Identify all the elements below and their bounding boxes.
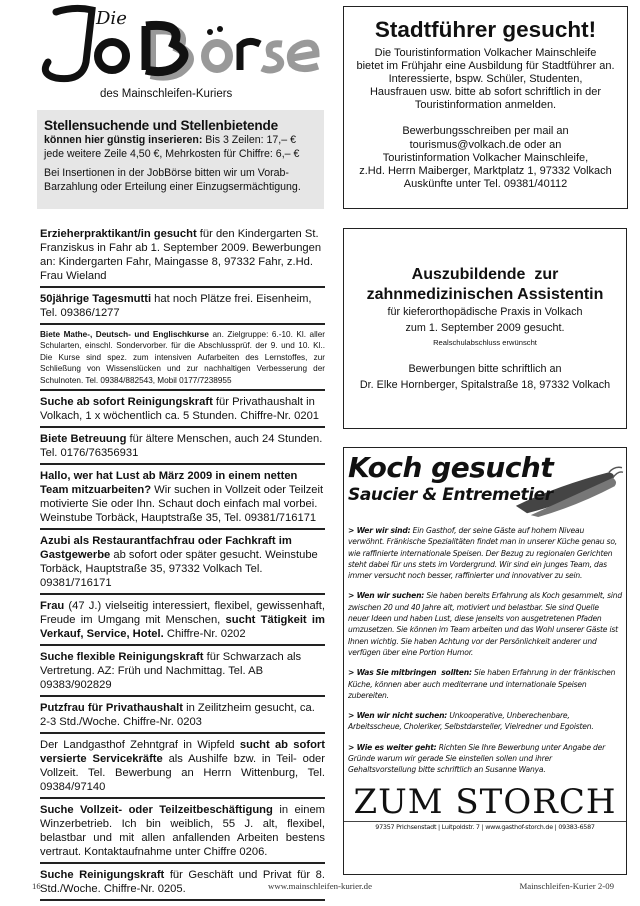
- koch-section-text: Sie haben bereits Erfahrung als Koch gesammelt, sind zwischen 20 und 40 Jahre alt, motiviert und belastbar. Sie sind Quelle neuer Ideen und haben Lust, diese jenseits von ausgetretenen Pfaden umzusetzen. Sie können im Team arbeiten und das Wohl unserer Gäste ist Ihnen wichtig. Sie haben Achtung vor der Persönlichkeit anderer und verfügen über eine Portion Humor.: [348, 591, 623, 657]
- azubi-title-2: zahnmedizinischen Assistentin: [366, 286, 604, 303]
- azubi-title-1: Auszubildende zur: [411, 266, 559, 283]
- restaurant-contact-line: 97357 Prichsenstadt | Luitpoldstr. 7 | www.gasthof-storch.de | 09383-6587: [344, 821, 626, 833]
- koch-section: [348, 590, 622, 658]
- pricing-info-box: [37, 110, 324, 209]
- ad-headline: 50jährige Tagesmutti: [40, 293, 152, 305]
- ad-body: für Privathaushalt in Volkach, 1 x wöchentlich ca. 5 Stunden. Chiffre-Nr. 0201: [40, 396, 320, 423]
- page-number: 16: [32, 881, 41, 891]
- stadtfuehrer-line: Hausfrauen usw. bitte ab sofort schriftlich in der: [369, 86, 602, 99]
- azubi-dental-ad: [343, 228, 627, 429]
- info-box-line-3: Bei Insertionen in der JobBörse bitten wir um Vorab-: [44, 167, 289, 179]
- koch-section: [348, 667, 622, 701]
- ad-headline: Putzfrau für Privathaushalt: [40, 702, 183, 715]
- classified-ad: [40, 533, 325, 595]
- classified-ad: [40, 431, 325, 465]
- ad-headline: Suche ab sofort Reinigungskraft: [40, 396, 213, 409]
- classified-ad: [40, 649, 325, 697]
- info-box-line-1-rest: Bis 3 Zeilen: 17,– €: [202, 134, 296, 146]
- ad-headline: Erzieherpraktikant/in gesucht: [40, 228, 197, 240]
- stadtfuehrer-line: bietet im Frühjahr eine Ausbildung für Stadtführer an.: [356, 60, 615, 73]
- ad-headline: Suche Reinigungskraft: [40, 869, 165, 882]
- koch-section-text: Richten Sie Ihre Bewerbung unter Angabe der Gründe warum wir gerade Sie einstellen sollen und ihrer Gehaltsvorstellung bitte schriftlich an Susanne Wanya.: [348, 742, 606, 775]
- ad-body-2: Chiffre-Nr. 0202: [163, 628, 246, 641]
- stadtfuehrer-line: Interessierte, bspw. Schüler, Studenten,: [388, 73, 583, 86]
- ad-headline-2: sucht Tätigkeit im Verkauf, Service, Hotel.: [40, 614, 325, 641]
- ad-headline: Suche Vollzeit- oder Teilzeitbeschäftigung: [40, 804, 273, 817]
- ad-headline: Biete Mathe-, Deutsch- und Englischkurse: [40, 330, 209, 339]
- classified-ad: [40, 700, 325, 734]
- stadtfuehrer-title: Stadtführer gesucht!: [374, 17, 597, 42]
- stadtfuehrer-email[interactable]: tourismus@volkach.de oder an: [409, 138, 562, 151]
- ad-body: ab sofort oder später gesucht. Weinstube Torbäck, Hauptstraße 35, 97332 Volkach Tel. 09381/716171: [40, 549, 318, 590]
- info-box-line-4: Barzahlung oder Erteilung einer Einzugsermächtigung.: [44, 180, 301, 193]
- classified-ad: [40, 737, 325, 799]
- ad-headline: Hallo, wer hat Lust ab März 2009 in einem netten Team mitzuarbeiten?: [40, 470, 298, 497]
- azubi-line: für kieferorthopädische Praxis in Volkach: [387, 306, 583, 318]
- ad-body: für Geschäft und Privat für 8. Std./Woche. Chiffre-Nr. 0205.: [40, 869, 325, 896]
- stadtfuehrer-line: z.Hd. Herrn Maiberger, Marktplatz 1, 97332 Volkach: [359, 164, 612, 177]
- koch-section-label: > Wie es weiter geht:: [348, 742, 437, 752]
- ad-intro: Der Landgasthof Zehntgraf in Wipfeld: [40, 739, 240, 752]
- footer-url[interactable]: www.mainschleifen-kurier.de: [268, 881, 372, 891]
- logo-die-text: Die: [96, 8, 127, 29]
- info-box-title: Stellensuchende und Stellenbietende: [44, 118, 278, 133]
- ad-body: an. Zielgruppe: 6.-10. Kl. aller Schularten, einschl. Sondervorber. für die Abschlussprüf. der 9. und 10. Kl.. Die Kurse sind spez. zum intensiven Aufarbeiten des Lernstoffes, zur Schließung von Wissenslücken und zur nachhaltigen Verbesserung der Schulnoten. Tel. 09384/882543, Mobil 0177/7238955: [40, 330, 325, 385]
- azubi-requirement: Realschulabschluss erwünscht: [433, 338, 537, 347]
- ad-body: für Schwarzach als Vertretung. AZ: Früh und Nachmittag. Tel. AB 09383/902829: [40, 651, 302, 692]
- ad-headline: Suche flexible Reinigungskraft: [40, 651, 204, 664]
- koch-section: [348, 525, 622, 581]
- azubi-line: Bewerbungen bitte schriftlich an: [408, 363, 562, 375]
- koch-section: [348, 742, 622, 776]
- ad-body: (47 J.) vielseitig interessiert, flexibel, gewissenhaft, Freude im Umgang mit Menschen,: [40, 600, 325, 627]
- ad-body: als Aushilfe bzw. in Teil- oder Vollzeit. Tel. Bewerbung an Herrn Wittenburg, Tel. 09384/97140: [40, 753, 325, 794]
- classified-ad: [40, 394, 325, 428]
- issue-label: Mainschleifen-Kurier 2-09: [519, 881, 614, 891]
- jobboerse-logo-graphic: [34, 4, 324, 84]
- koch-section-text: Sie haben Erfahrung in der fränkischen Küche, können aber auch mediterrane und internationale Speisen zubereiten.: [348, 668, 616, 700]
- koch-section-text: Unkooperative, Unberechenbare, Arbeitsscheue, Choleriker, Selbstdarsteller, Vielredner und Egoisten.: [348, 711, 594, 732]
- stadtfuehrer-line: Touristinformation Volkacher Mainschleife,: [382, 151, 589, 164]
- koch-section-label: > Wen wir nicht suchen:: [348, 711, 448, 721]
- ad-headline: sucht ab sofort versierte Servicekräfte: [40, 739, 325, 766]
- stadtfuehrer-line: Touristinformation anmelden.: [414, 99, 557, 112]
- logo-subtitle: des Mainschleifen-Kuriers: [100, 88, 233, 100]
- classified-ad: [40, 468, 325, 530]
- ad-body: in einem Winzerbetrieb. Ich bin weiblich, 55 J. alt, flexibel, belastbar und mit allen anfallenden Arbeiten bestens vertraut. Kontaktaufnahme unter Chiffre 0206.: [40, 804, 325, 859]
- ad-body: hat noch Plätze frei. Eisenheim, Tel. 09386/1277: [40, 293, 312, 319]
- koch-section-label: > Was Sie mitbringen sollten:: [348, 668, 472, 678]
- koch-header: [348, 451, 622, 517]
- koch-section-text: Ein Gasthof, der seine Gäste auf hohem Niveau verwöhnt. Fränkische Spezialitäten findet man in unserer Küche genau so, wie raffinierte internationale Speisen. Der Bezug zu regionalen Gerichten steht dabei für uns stets im Vordergrund. Wir sind ein junges Team, das immer versucht noch besser, raffinierter und innovativer zu sein.: [348, 526, 617, 581]
- classified-ad: [40, 226, 325, 288]
- ad-body: für ältere Menschen, auch 24 Stunden. Tel. 0176/76356931: [40, 433, 323, 460]
- info-box-line-1: [44, 134, 317, 148]
- jobboerse-logo: [34, 4, 324, 104]
- koch-section: [348, 710, 622, 733]
- azubi-contact: Dr. Elke Hornberger, Spitalstraße 18, 97332 Volkach: [359, 378, 611, 391]
- ad-headline: Azubi als Restaurantfachfrau oder Fachkraft im Gastgewerbe: [40, 535, 292, 562]
- ad-body: Wir suchen in Vollzeit oder Teilzeit motivierte Sie oder Ihn. Schaut doch einfach mal vorbei. Weinstube Torbäck, Hauptstraße 35, Tel. 09381/716171: [40, 484, 324, 525]
- stadtfuehrer-line: Die Touristinformation Volkacher Mainschleife: [374, 47, 597, 59]
- stadtfuehrer-line: Bewerbungsschreiben per mail an: [402, 125, 569, 138]
- stadtfuehrer-line: Auskünfte unter Tel. 09381/40112: [403, 177, 568, 190]
- classified-ad: [40, 328, 325, 391]
- azubi-line: zum 1. September 2009 gesucht.: [405, 321, 565, 334]
- restaurant-name-logo: ZUM STORCH: [353, 781, 617, 822]
- koch-section-label: > Wer wir sind:: [348, 526, 411, 535]
- koch-subtitle: Saucier & Entremetier: [348, 485, 553, 505]
- classified-ad: [40, 598, 325, 646]
- info-box-line-1-bold: können hier günstig inserieren:: [44, 134, 203, 146]
- koch-gesucht-ad: [343, 447, 627, 875]
- koch-section-label: > Wen wir suchen:: [348, 591, 425, 601]
- ad-headline: Biete Betreuung: [40, 433, 127, 446]
- classified-ad: [40, 802, 325, 864]
- stadtfuehrer-ad: [343, 6, 628, 209]
- classified-ads-list: [40, 226, 325, 904]
- ad-body: in Zeilitzheim gesucht, ca. 2-3 Std./Woche. Chiffre-Nr. 0203: [40, 702, 315, 729]
- koch-body: [348, 525, 622, 776]
- koch-title: Koch gesucht: [348, 451, 554, 484]
- info-box-line-2: jede weitere Zeile 4,50 €, Mehrkosten für Chiffre: 6,– €: [44, 147, 300, 160]
- classified-ad: [40, 291, 325, 325]
- ad-headline: Frau: [40, 600, 65, 613]
- ad-body: für den Kindergarten St. Franziskus in Fahr ab 1. September 2009. Bewerbungen an: Kindergarten Fahr, Maingasse 8, 97332 Fahr, z.Hd. Frau Wieland: [40, 228, 322, 282]
